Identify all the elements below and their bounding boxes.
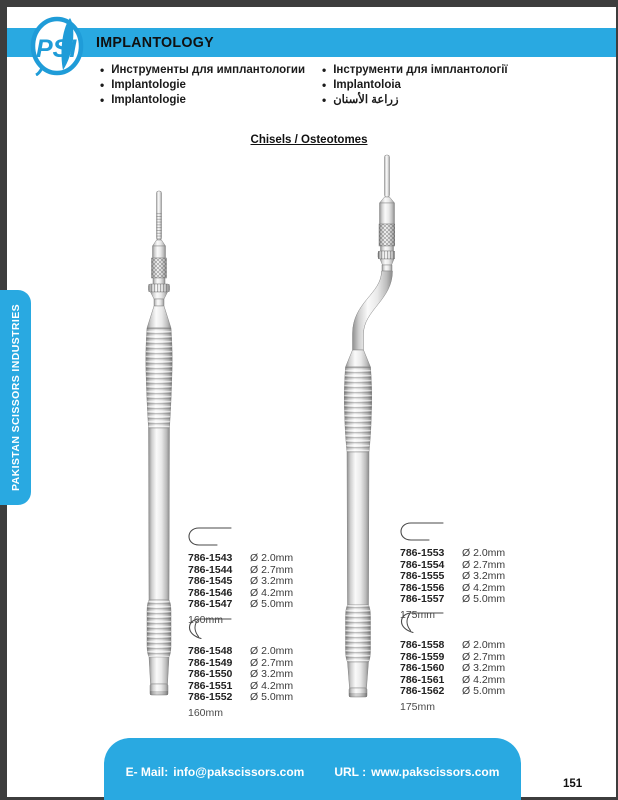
product-table-4 — [400, 608, 505, 713]
catalog-number: 786-1556 — [400, 581, 445, 594]
table-row — [188, 646, 293, 658]
diameter-value: Ø 3.2mm — [462, 570, 506, 583]
catalog-number: 786-1548 — [188, 645, 233, 657]
tip-profile-curved-icon — [186, 614, 232, 641]
intro-label: Implantologie — [111, 94, 186, 106]
catalog-number: 786-1552 — [188, 691, 233, 704]
catalog-number: 786-1547 — [188, 598, 233, 611]
bullet-icon: • — [100, 78, 105, 92]
sidebar-brand-tab — [0, 290, 31, 505]
catalog-number: 786-1561 — [400, 673, 445, 686]
intro-label: زراعة الأسنان — [333, 94, 399, 106]
intro-label: Инструменты для имплантологии — [111, 64, 306, 76]
diameter-value: Ø 2.7mm — [250, 563, 294, 576]
catalog-number: 786-1562 — [400, 685, 445, 698]
table-row — [188, 599, 293, 611]
intro-list-left — [100, 63, 305, 108]
diameter-value: Ø 2.7mm — [462, 650, 506, 663]
catalog-number: 786-1550 — [188, 668, 233, 681]
table-row — [188, 692, 293, 704]
table-row — [400, 686, 505, 698]
diameter-value: Ø 2.0mm — [462, 639, 506, 651]
tip-profile-straight-icon — [186, 524, 232, 548]
catalog-number: 786-1557 — [400, 593, 445, 606]
table-row — [188, 553, 293, 565]
catalog-number: 786-1549 — [188, 656, 233, 669]
section-title: Chisels / Osteotomes — [250, 134, 368, 146]
logo-text: PSI — [36, 35, 77, 63]
catalog-number: 786-1558 — [400, 639, 445, 651]
diameter-value: Ø 4.2mm — [462, 673, 506, 686]
intro-item — [100, 93, 305, 108]
length-value: 175mm — [400, 700, 436, 713]
diameter-value: Ø 2.0mm — [462, 547, 506, 559]
diameter-value: Ø 3.2mm — [250, 575, 294, 588]
intro-label: Implantologie — [111, 79, 186, 91]
bullet-icon: • — [322, 63, 327, 77]
bullet-icon: • — [322, 78, 327, 92]
product-table-1 — [188, 524, 293, 626]
diameter-value: Ø 2.0mm — [250, 552, 294, 564]
tip-profile-straight-icon — [398, 519, 444, 543]
tip-profile-curved-icon — [398, 608, 444, 635]
footer-bar — [104, 738, 521, 800]
intro-item — [322, 63, 508, 78]
diameter-value: Ø 5.0mm — [250, 691, 294, 704]
catalog-number: 786-1546 — [188, 586, 233, 599]
catalog-number: 786-1544 — [188, 563, 233, 576]
url-link[interactable]: www.pakscissors.com — [371, 765, 500, 779]
catalog-number: 786-1554 — [400, 558, 445, 571]
intro-item — [100, 63, 305, 78]
catalog-number: 786-1553 — [400, 547, 445, 559]
catalog-number: 786-1551 — [188, 679, 233, 692]
intro-label: Інструменти для імплантології — [333, 64, 508, 76]
table-row — [400, 594, 505, 606]
product-table-3 — [400, 519, 505, 621]
intro-label: Implantoloia — [333, 79, 401, 91]
email-label: E- Mail: — [125, 765, 169, 779]
catalog-number: 786-1560 — [400, 662, 445, 675]
length-value: 160mm — [188, 613, 224, 626]
intro-item — [322, 78, 508, 93]
diameter-value: Ø 2.0mm — [250, 645, 294, 657]
length-value: 175mm — [400, 608, 436, 621]
bullet-icon: • — [100, 63, 105, 77]
catalog-number: 786-1543 — [188, 552, 233, 564]
url-contact — [334, 765, 499, 800]
table-row — [400, 640, 505, 652]
diameter-value: Ø 3.2mm — [462, 662, 506, 675]
sidebar-brand-label: PAKISTAN SCISSORS INDUSTRIES — [9, 304, 22, 491]
psi-logo-icon — [30, 16, 84, 76]
diameter-value: Ø 5.0mm — [462, 593, 506, 606]
intro-item — [322, 93, 508, 108]
straight-osteotome-illustration — [142, 188, 176, 698]
email-link[interactable]: info@pakscissors.com — [173, 765, 305, 779]
diameter-value: Ø 4.2mm — [250, 679, 294, 692]
curved-osteotome-illustration — [339, 152, 395, 698]
catalog-number: 786-1555 — [400, 570, 445, 583]
diameter-value: Ø 4.2mm — [250, 586, 294, 599]
page-number: 151 — [563, 778, 583, 790]
diameter-value: Ø 2.7mm — [250, 656, 294, 669]
catalog-number: 786-1559 — [400, 650, 445, 663]
bullet-icon: • — [322, 93, 327, 107]
intro-list-right — [322, 63, 508, 108]
diameter-value: Ø 2.7mm — [462, 558, 506, 571]
diameter-value: Ø 3.2mm — [250, 668, 294, 681]
diameter-value: Ø 4.2mm — [462, 581, 506, 594]
diameter-value: Ø 5.0mm — [250, 598, 294, 611]
table-row — [400, 548, 505, 560]
product-table-2 — [188, 614, 293, 719]
email-contact — [126, 765, 305, 800]
bullet-icon: • — [100, 93, 105, 107]
page-border-top — [0, 0, 618, 7]
page-title: IMPLANTOLOGY — [96, 34, 214, 51]
url-label: URL : — [334, 765, 367, 779]
catalog-number: 786-1545 — [188, 575, 233, 588]
intro-item — [100, 78, 305, 93]
length-value: 160mm — [188, 706, 224, 719]
diameter-value: Ø 5.0mm — [462, 685, 506, 698]
